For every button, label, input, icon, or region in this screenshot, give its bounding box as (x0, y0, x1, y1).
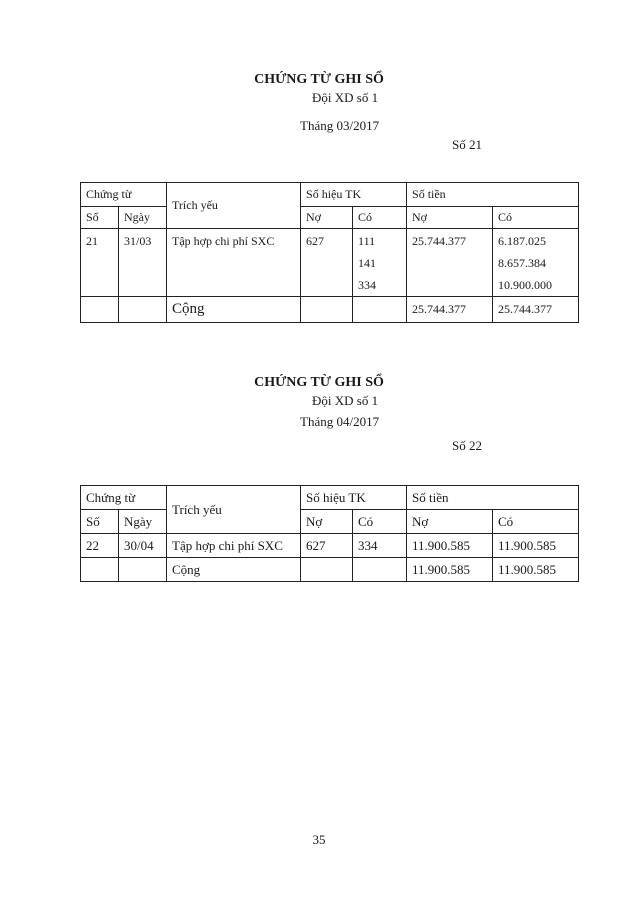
header-trich-yeu: Trích yếu (167, 183, 301, 229)
cell-tien-no: 11.900.585 (407, 534, 493, 558)
cell-empty (353, 558, 407, 582)
table-row (81, 534, 579, 558)
cell-tk-co: 334 (353, 534, 407, 558)
cell-so: 21 (81, 229, 119, 297)
header-tk-no: Nợ (301, 510, 353, 534)
cell-tk-co (353, 229, 407, 297)
tien-co-line: 8.657.384 (498, 256, 547, 270)
header-row-2 (81, 510, 579, 534)
cell-empty (301, 558, 353, 582)
cell-empty (119, 558, 167, 582)
tk-co-line: 334 (358, 278, 377, 292)
voucher-2-title: CHỨNG TỪ GHI SỔ (254, 375, 384, 390)
header-row-1 (81, 183, 579, 207)
header-row-1 (81, 486, 579, 510)
cell-trich-yeu: Tập hợp chi phí SXC (167, 229, 301, 297)
header-chung-tu: Chứng từ (81, 183, 167, 207)
tien-co-line: 10.900.000 (498, 278, 553, 292)
cell-trich-yeu: Tập hợp chi phí SXC (167, 534, 301, 558)
cell-tien-co (493, 229, 579, 297)
header-so: Số (81, 207, 119, 229)
header-tk-co: Có (353, 510, 407, 534)
cell-empty (301, 297, 353, 323)
table-row (81, 229, 579, 297)
header-so-hieu-tk: Số hiệu TK (301, 486, 407, 510)
voucher-1-title: CHỨNG TỪ GHI SỔ (254, 72, 384, 87)
cell-tk-no: 627 (301, 534, 353, 558)
total-row (81, 558, 579, 582)
header-tien-no: Nợ (407, 207, 493, 229)
total-co: 11.900.585 (493, 558, 579, 582)
header-trich-yeu: Trích yếu (167, 486, 301, 534)
header-so-tien: Số tiền (407, 486, 579, 510)
voucher-2-table (80, 485, 579, 582)
voucher-1-table (80, 182, 579, 323)
voucher-2-number: Số 22 (452, 438, 482, 453)
header-tien-co: Có (493, 510, 579, 534)
cell-ngay: 31/03 (119, 229, 167, 297)
tk-co-line: 111 (358, 234, 376, 248)
cell-ngay: 30/04 (119, 534, 167, 558)
header-row-2 (81, 207, 579, 229)
total-co: 25.744.377 (493, 297, 579, 323)
voucher-2-month: Tháng 04/2017 (300, 414, 380, 429)
cell-empty (353, 297, 407, 323)
total-row (81, 297, 579, 323)
header-so-tien: Số tiền (407, 183, 579, 207)
voucher-1-unit: Đội XD số 1 (312, 90, 379, 105)
voucher-2-unit: Đội XD số 1 (312, 393, 379, 408)
cell-empty (81, 558, 119, 582)
header-tk-co: Có (353, 207, 407, 229)
voucher-1-month: Tháng 03/2017 (300, 118, 380, 133)
cell-so: 22 (81, 534, 119, 558)
header-so-hieu-tk: Số hiệu TK (301, 183, 407, 207)
cell-empty (119, 297, 167, 323)
header-tien-no: Nợ (407, 510, 493, 534)
voucher-1-number: Số 21 (452, 137, 482, 152)
total-label: Cộng (167, 297, 301, 323)
header-tk-no: Nợ (301, 207, 353, 229)
tien-co-line: 6.187.025 (498, 234, 547, 248)
page-number: 35 (312, 832, 326, 847)
header-chung-tu: Chứng từ (81, 486, 167, 510)
cell-tk-no: 627 (301, 229, 353, 297)
cell-empty (81, 297, 119, 323)
total-no: 25.744.377 (407, 297, 493, 323)
total-no: 11.900.585 (407, 558, 493, 582)
header-so: Số (81, 510, 119, 534)
header-tien-co: Có (493, 207, 579, 229)
header-ngay: Ngày (119, 207, 167, 229)
cell-tien-no: 25.744.377 (407, 229, 493, 297)
header-ngay: Ngày (119, 510, 167, 534)
total-label: Cộng (167, 558, 301, 582)
tk-co-line: 141 (358, 256, 377, 270)
cell-tien-co: 11.900.585 (493, 534, 579, 558)
